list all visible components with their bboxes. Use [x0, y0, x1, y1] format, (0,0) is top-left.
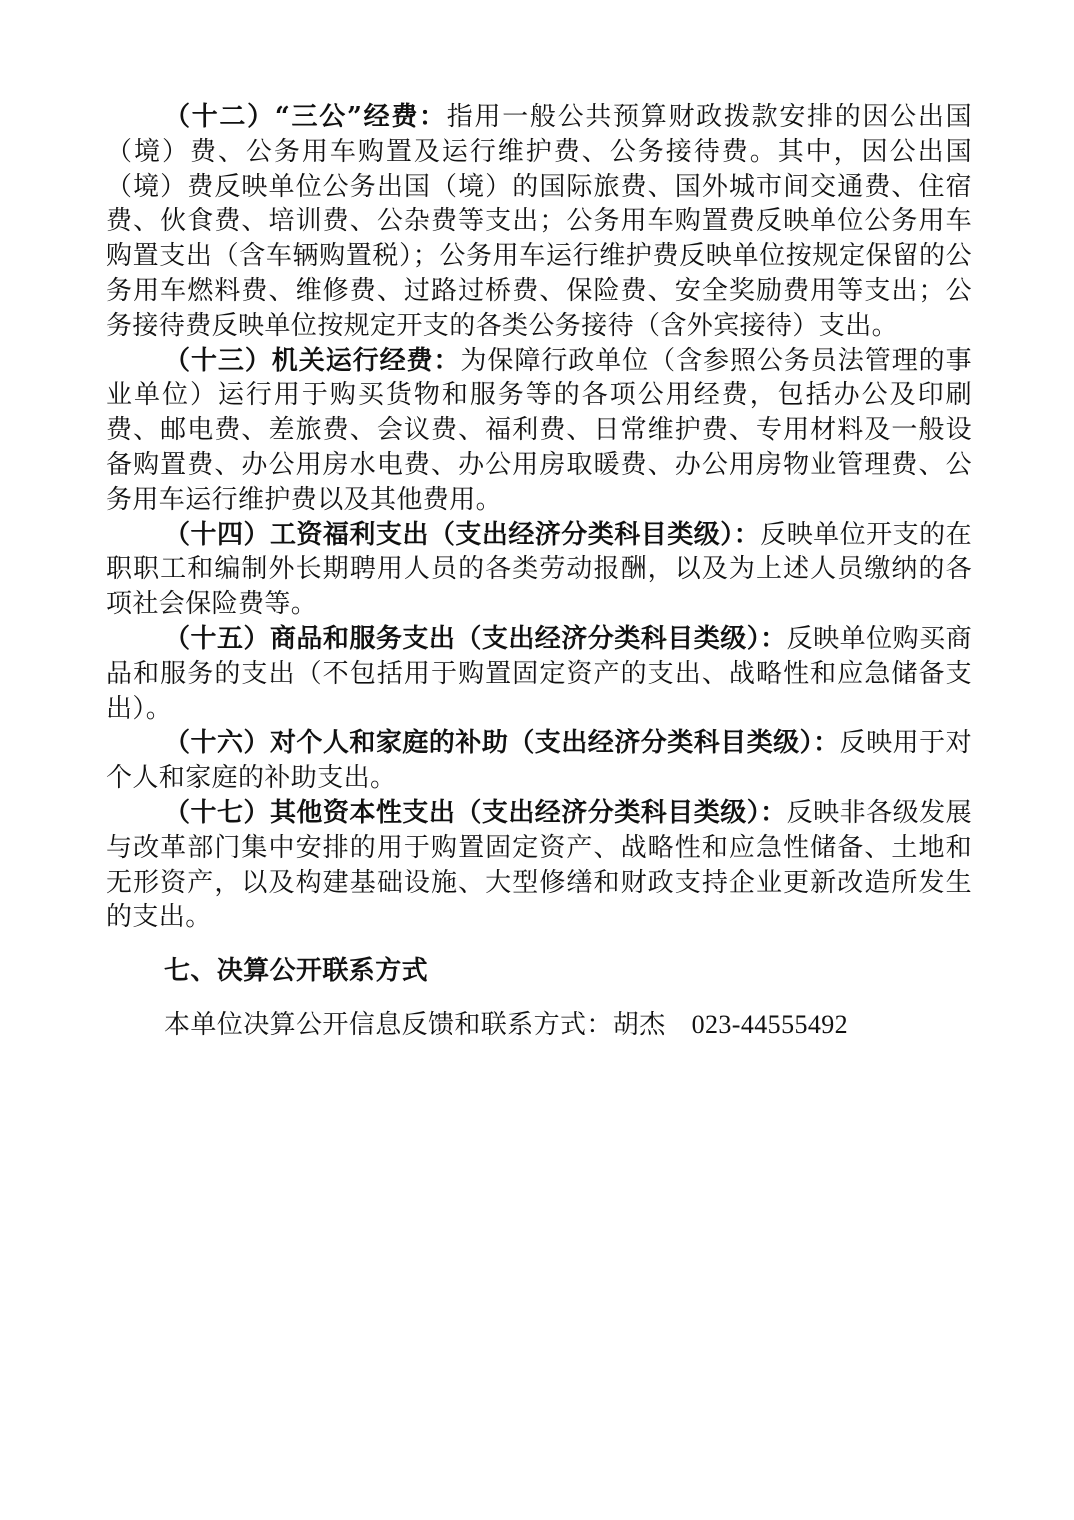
- definition-term: （十二）“三公”经费：: [164, 102, 447, 132]
- definition-paragraph-13: [106, 344, 972, 518]
- section-heading: 七、决算公开联系方式: [164, 956, 429, 987]
- definition-paragraph-15: [106, 622, 972, 726]
- definition-term: （十六）对个人和家庭的补助（支出经济分类科目类级）：: [164, 728, 840, 759]
- definition-paragraph-14: [106, 518, 972, 622]
- definition-text: 反映单位开支的在职职工和编制外长期聘用人员的各类劳动报酬，以及为上述人员缴纳的各项社会保险费等。: [106, 519, 973, 620]
- definition-text: 反映用于对个人和家庭的补助支出。: [106, 728, 972, 794]
- contact-label: 本单位决算公开信息反馈和联系方式：胡杰: [164, 1010, 666, 1041]
- definition-text: 反映非各级发展与改革部门集中安排的用于购置固定资产、战略性和应急性储备、土地和无形资产，以及构建基础设施、大型修缮和财政支持企业更新改造所发生的支出。: [106, 797, 972, 933]
- definition-term: （十三）机关运行经费：: [164, 345, 461, 376]
- contact-line: [106, 1007, 972, 1043]
- definition-paragraph-12: [106, 100, 972, 344]
- definition-term: （十四）工资福利支出（支出经济分类科目类级）：: [164, 519, 761, 550]
- document-page: [106, 100, 972, 1043]
- definition-paragraph-16: [106, 726, 972, 796]
- contact-phone: 023-44555492: [691, 1010, 849, 1040]
- definition-term: （十七）其他资本性支出（支出经济分类科目类级）：: [164, 797, 787, 828]
- definition-text: 指用一般公共预算财政拨款安排的因公出国（境）费、公务用车购置及运行维护费、公务接待费。其中，因公出国（境）费反映单位公务出国（境）的国际旅费、国外城市间交通费、住宿费、伙食费、培训费、公杂费等支出；公务用车购置费反映单位公务用车购置支出（含车辆购置税）；公务用车运行维护费反映单位按规定保留的公务用车燃料费、维修费、过路过桥费、保险费、安全奖励费用等支出；公务接待费反映单位按规定开支的各类公务接待（含外宾接待）支出。: [106, 102, 973, 341]
- definition-term: （十五）商品和服务支出（支出经济分类科目类级）：: [164, 623, 787, 654]
- definition-paragraph-17: [106, 796, 972, 935]
- definition-text: 为保障行政单位（含参照公务员法管理的事业单位）运行用于购买货物和服务等的各项公用经费，包括办公及印刷费、邮电费、差旅费、会议费、福利费、日常维护费、专用材料及一般设备购置费、办公用房水电费、办公用房取暖费、办公用房物业管理费、公务用车运行维护费以及其他费用。: [106, 345, 972, 515]
- definition-text: 反映单位购买商品和服务的支出（不包括用于购置固定资产的支出、战略性和应急储备支出）。: [106, 623, 972, 724]
